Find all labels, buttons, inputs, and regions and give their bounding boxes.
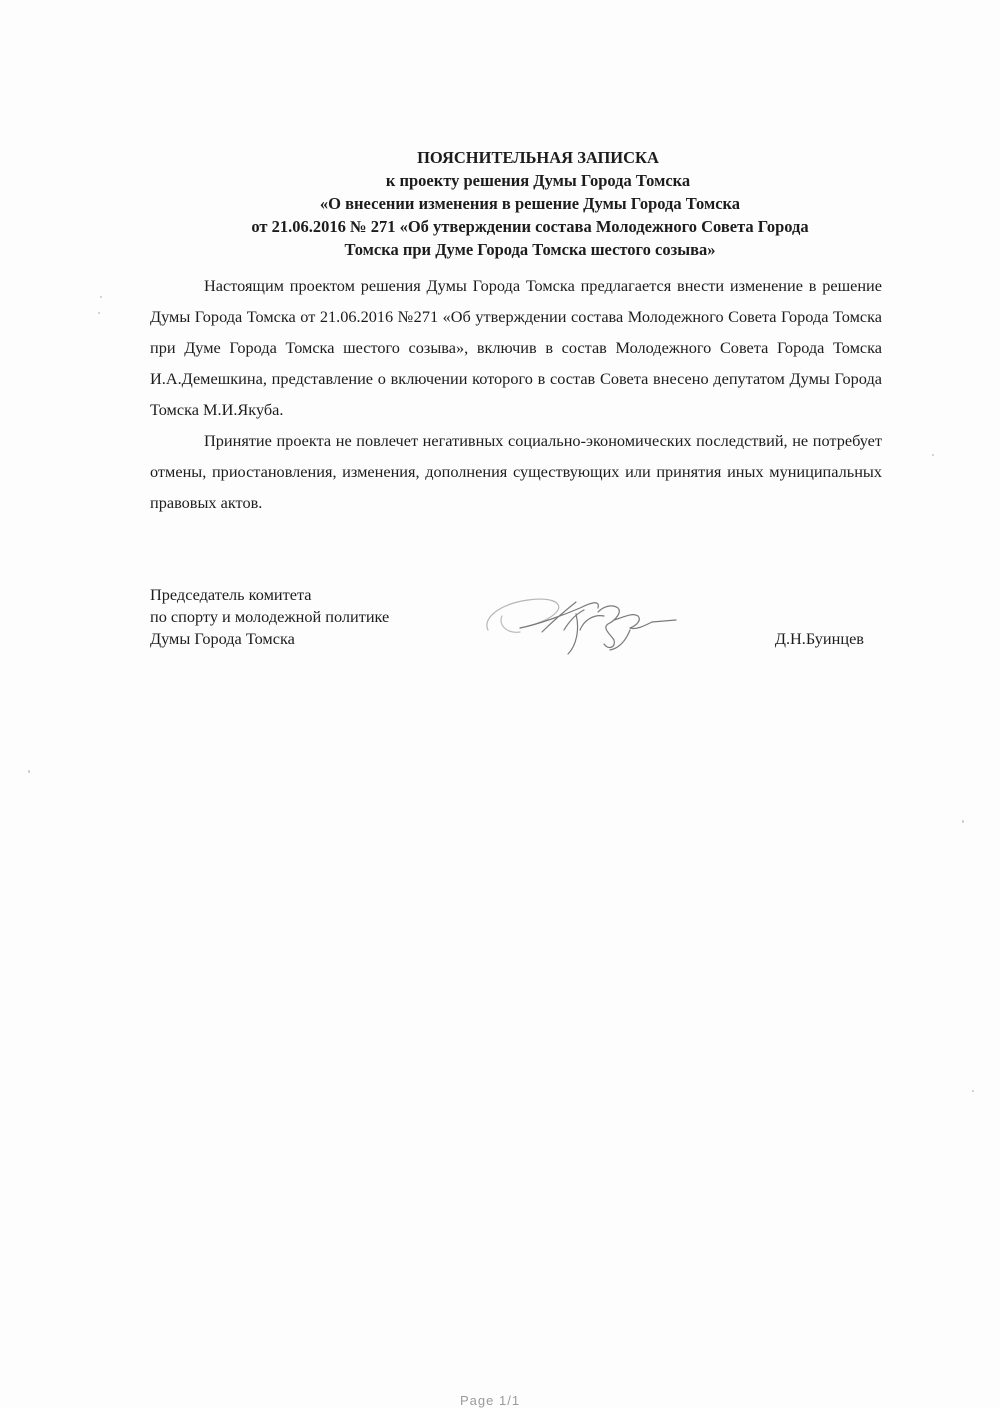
document-title [150, 146, 880, 261]
position-line: по спорту и молодежной политике [150, 607, 390, 626]
title-line: к проекту решения Думы Города Томска [385, 171, 691, 190]
handwritten-signature-icon [480, 590, 700, 660]
page-number: Page 1/1 [460, 1393, 521, 1408]
title-line: Томска при Думе Города Томска шестого созыва» [344, 240, 716, 259]
title-line: «О внесении изменения в решение Думы Города Томска [319, 194, 741, 213]
signatory-position [150, 584, 389, 650]
scan-speck [972, 1090, 974, 1092]
position-line: Председатель комитета [150, 585, 312, 604]
body-paragraph: Настоящим проектом решения Думы Города Томска предлагается внести изменение в решение Думы Города Томска от 21.06.2016 №271 «Об утверждении состава Молодежного Совета Города Томска при Думе Города Томска шестого созыва», включив в состав Молодежного Совета Города Томска И.А.Демешкина, представление о включении которого в состав Совета внесено депутатом Думы Города Томска М.И.Якуба. [150, 276, 882, 419]
scan-speck [932, 454, 934, 456]
title-line: ПОЯСНИТЕЛЬНАЯ ЗАПИСКА [417, 148, 659, 167]
scan-speck [100, 296, 102, 298]
document-body [150, 270, 882, 518]
signatory-name: Д.Н.Буинцев [774, 629, 864, 648]
title-line: от 21.06.2016 № 271 «Об утверждении состава Молодежного Совета Города [251, 217, 809, 236]
signature-block [150, 584, 870, 674]
scan-speck [962, 820, 964, 823]
scan-speck [28, 770, 30, 773]
position-line: Думы Города Томска [150, 629, 295, 648]
body-paragraph: Принятие проекта не повлечет негативных социально-экономических последствий, не потребует отмены, приостановления, изменения, дополнения существующих или принятия иных муниципальных правовых актов. [150, 431, 882, 512]
scan-speck [98, 312, 100, 314]
